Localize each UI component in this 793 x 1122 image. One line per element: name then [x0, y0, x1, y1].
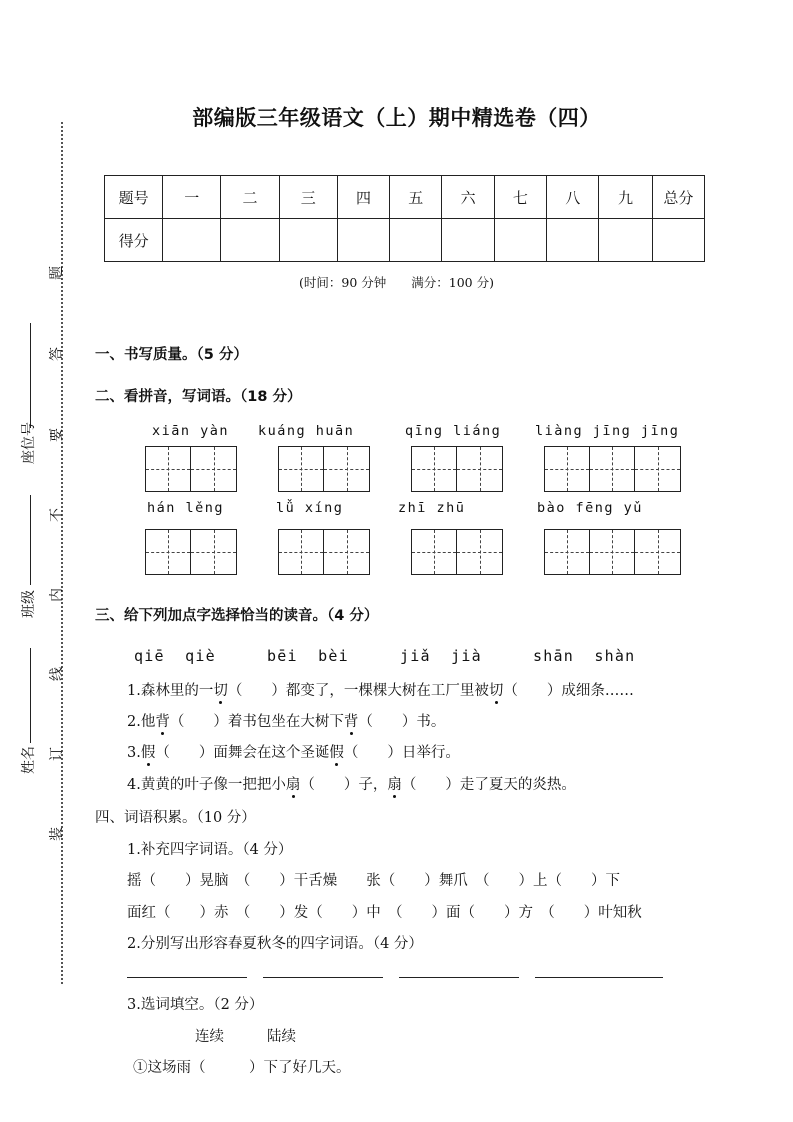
section-4-heading: 四、词语积累。（10 分）: [95, 810, 256, 826]
table-col-header: 三: [279, 176, 337, 219]
score-cell[interactable]: [652, 219, 704, 262]
score-cell[interactable]: [547, 219, 599, 262]
pinyin-label: bào fēng yǔ: [537, 500, 643, 516]
binding-char: 内: [49, 588, 65, 602]
seat-line: [30, 323, 31, 428]
table-header-label: 题号: [105, 176, 163, 219]
answer-line[interactable]: [263, 977, 383, 978]
score-cell[interactable]: [221, 219, 279, 262]
section-3-heading: 三、给下列加点字选择恰当的读音。（4 分）: [95, 608, 379, 624]
class-line: [30, 495, 31, 585]
seat-label: 座位号: [21, 422, 37, 464]
word-choice: 陆续: [267, 1029, 296, 1045]
binding-char: 题: [49, 266, 65, 280]
pinyin-label: kuáng huān: [258, 423, 355, 439]
score-cell[interactable]: [337, 219, 389, 262]
score-table: [104, 175, 705, 262]
name-label: 姓名: [21, 746, 37, 774]
score-cell[interactable]: [390, 219, 442, 262]
pinyin-label: liàng jīng jīng: [535, 423, 680, 439]
question-4-3: 3.选词填空。（2 分）: [127, 997, 264, 1013]
table-col-header: 总分: [652, 176, 704, 219]
table-col-header: 五: [390, 176, 442, 219]
pinyin-label: lǚ xíng: [276, 500, 344, 516]
binding-char: 不: [49, 508, 65, 522]
word-choice: 连续: [195, 1029, 224, 1045]
page-title: 部编版三年级语文（上）期中精选卷（四）: [192, 106, 601, 130]
dotted-char: 扇: [387, 777, 402, 793]
writing-grid[interactable]: [411, 446, 503, 492]
table-col-header: 九: [599, 176, 652, 219]
question-4-2: 2.分别写出形容春夏秋冬的四字词语。（4 分）: [127, 936, 423, 952]
fill-sentence-1: ①这场雨（ ）下了好几天。: [133, 1060, 351, 1076]
score-cell[interactable]: [494, 219, 546, 262]
dotted-char: 扇: [285, 777, 301, 793]
table-col-header: 七: [494, 176, 546, 219]
writing-grid[interactable]: [544, 446, 681, 492]
pinyin-label: hán lěng: [147, 500, 225, 516]
binding-char: 订: [49, 747, 65, 761]
question-3-2: 2.他背（ ）着书包坐在大树下背（ ）书。: [127, 714, 446, 730]
dotted-char: 假: [329, 745, 344, 761]
writing-grid[interactable]: [278, 446, 370, 492]
section-1-heading: 一、书写质量。（5 分）: [95, 347, 248, 363]
reading-options: qiē qiè bēi bèi jiǎ jià shān shàn: [134, 647, 636, 665]
pinyin-label: qīng liáng: [405, 423, 502, 439]
binding-char: 装: [49, 827, 65, 841]
table-col-header: 四: [337, 176, 389, 219]
answer-line[interactable]: [535, 977, 663, 978]
binding-char: 线: [49, 667, 65, 681]
table-col-header: 一: [163, 176, 221, 219]
score-cell[interactable]: [279, 219, 337, 262]
writing-grid[interactable]: [411, 529, 503, 575]
score-cell[interactable]: [599, 219, 652, 262]
binding-char: 答: [49, 347, 65, 361]
dotted-char: 切: [213, 683, 228, 699]
table-col-header: 八: [547, 176, 599, 219]
question-3-1: 1.森林里的一切（ ）都变了，一棵棵大树在工厂里被切（ ）成细条……: [127, 683, 634, 699]
time-info: (时间：90 分钟 满分：100 分): [299, 275, 494, 290]
binding-char: 要: [49, 428, 65, 442]
question-4-1: 1.补充四字词语。（4 分）: [127, 842, 293, 858]
section-2-heading: 二、看拼音，写词语。（18 分）: [95, 389, 302, 405]
dotted-char: 切: [488, 683, 504, 699]
idiom-row-1: 摇（ ）晃脑 （ ）干舌燥 张（ ）舞爪 （ ）上（ ）下: [127, 873, 620, 889]
table-row-label: 得分: [105, 219, 163, 262]
score-cell[interactable]: [442, 219, 494, 262]
class-label: 班级: [21, 590, 37, 618]
answer-line[interactable]: [399, 977, 519, 978]
binding-dotted-line: [61, 122, 63, 984]
name-line: [30, 648, 31, 743]
writing-grid[interactable]: [544, 529, 681, 575]
question-3-4: 4.黄黄的叶子像一把把小扇（ ）子，扇（ ）走了夏天的炎热。: [127, 777, 576, 793]
writing-grid[interactable]: [145, 446, 237, 492]
dotted-char: 背: [343, 714, 359, 730]
writing-grid[interactable]: [278, 529, 370, 575]
writing-grid[interactable]: [145, 529, 237, 575]
dotted-char: 背: [155, 714, 170, 730]
dotted-char: 假: [140, 745, 156, 761]
answer-line[interactable]: [127, 977, 247, 978]
question-3-3: 3.假（ ）面舞会在这个圣诞假（ ）日举行。: [127, 745, 460, 761]
idiom-row-2: 面红（ ）赤 （ ）发（ ）中 （ ）面（ ）方 （ ）叶知秋: [127, 905, 642, 921]
pinyin-label: zhī zhū: [398, 500, 466, 516]
pinyin-label: xiān yàn: [152, 423, 230, 439]
table-col-header: 六: [442, 176, 494, 219]
score-cell[interactable]: [163, 219, 221, 262]
table-col-header: 二: [221, 176, 279, 219]
